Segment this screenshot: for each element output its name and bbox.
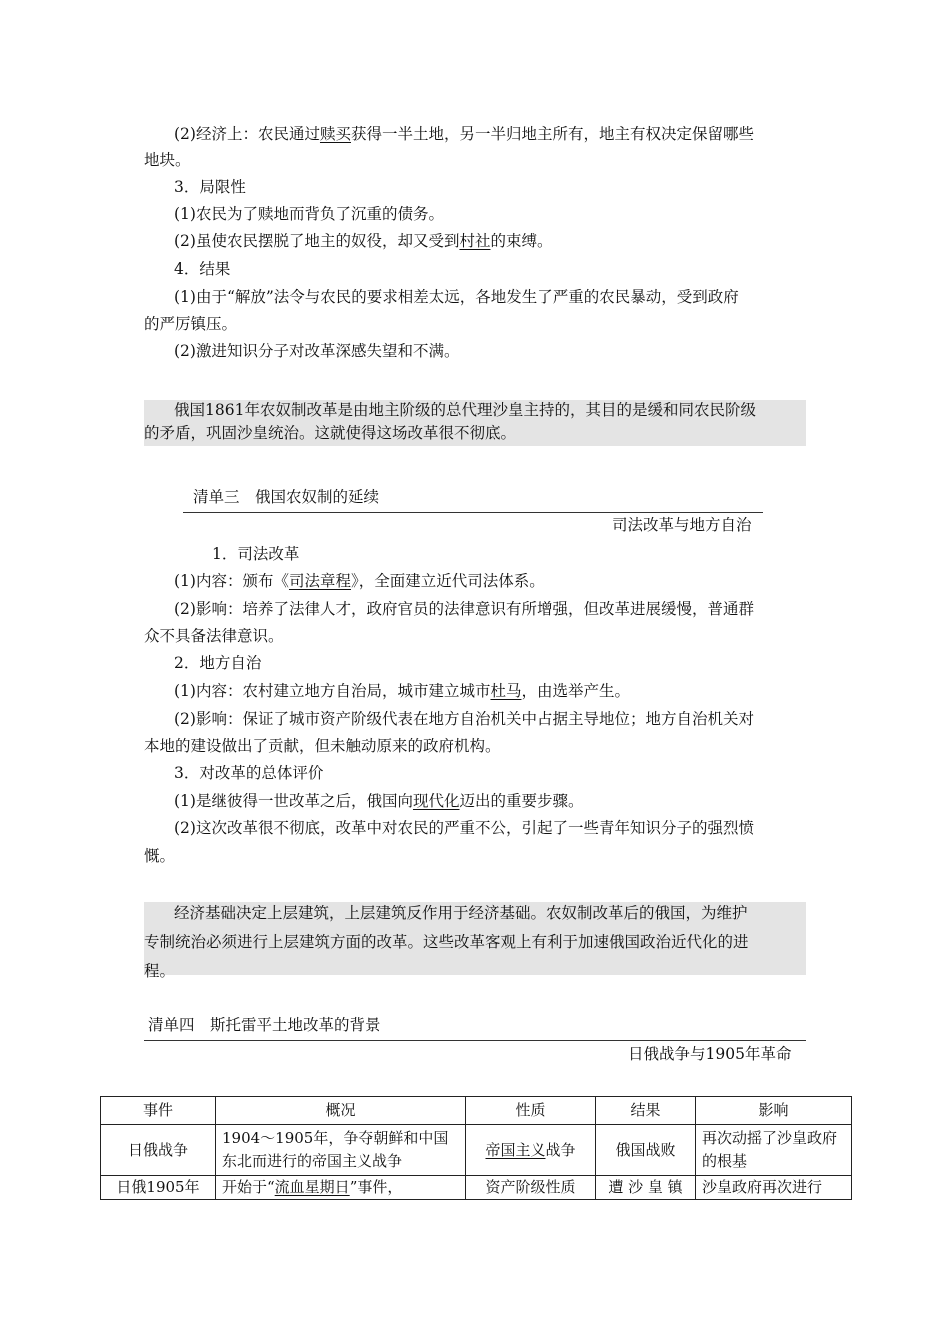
limitation-2: (2)虽使农民摆脱了地主的奴役，却又受到村社的束缚。 — [174, 232, 553, 250]
result-1-cont: 的严厉镇压。 — [144, 315, 238, 333]
judicial-1: (1)内容：颁布《司法章程》，全面建立近代司法体系。 — [174, 572, 545, 590]
result-2: (2)激进知识分子对改革深感失望和不满。 — [174, 342, 460, 360]
header-event: 事件 — [101, 1097, 216, 1125]
note-2-line-2: 专制统治必须进行上层建筑方面的改革。这些改革客观上有利于加速俄国政治近代化的进 — [144, 933, 749, 951]
note-box-1 — [144, 400, 806, 446]
cell-nature: 帝国主义战争 — [466, 1125, 596, 1176]
cell-event: 日俄1905年 — [101, 1176, 216, 1200]
judicial-2: (2)影响：培养了法律人才，政府官员的法律意识有所增强，但改革进展缓慢，普通群 — [174, 600, 754, 618]
section4-subheading: 日俄战争与1905年革命 — [628, 1045, 792, 1063]
local-1: (1)内容：农村建立地方自治局，城市建立城市杜马，由选举产生。 — [174, 682, 630, 700]
eval-2-cont: 慨。 — [144, 847, 176, 865]
cell-result: 俄国战败 — [596, 1125, 696, 1176]
header-impact: 影响 — [696, 1097, 852, 1125]
note-2-line-3: 程。 — [144, 962, 176, 980]
eval-1: (1)是继彼得一世改革之后，俄国向现代化迈出的重要步骤。 — [174, 792, 584, 810]
note-1-line-1: 俄国1861年农奴制改革是由地主阶级的总代理沙皇主持的，其目的是缓和同农民阶级 — [174, 401, 756, 419]
cell-event: 日俄战争 — [101, 1125, 216, 1176]
cell-impact: 沙皇政府再次进行 — [696, 1176, 852, 1200]
header-nature: 性质 — [466, 1097, 596, 1125]
section3-heading: 清单三 俄国农奴制的延续 — [193, 488, 380, 506]
result-title: 4．结果 — [174, 260, 231, 278]
table-row — [101, 1176, 852, 1200]
eval-2: (2)这次改革很不彻底，改革中对农民的严重不公，引起了一些青年知识分子的强烈愤 — [174, 819, 754, 837]
term-modernization: 现代化 — [412, 792, 460, 810]
header-overview: 概况 — [216, 1097, 466, 1125]
term-judicial-statute: 司法章程 — [288, 572, 351, 590]
section3-subheading: 司法改革与地方自治 — [612, 516, 752, 534]
note-box-2 — [144, 902, 806, 980]
table-header-row — [101, 1097, 852, 1125]
limitation-1: (1)农民为了赎地而背负了沉重的债务。 — [174, 205, 444, 223]
section4-rule — [144, 1040, 806, 1041]
local-2-cont: 本地的建设做出了贡献，但未触动原来的政府机构。 — [144, 737, 501, 755]
cell-impact: 再次动摇了沙皇政府的根基 — [696, 1125, 852, 1176]
table-row — [101, 1125, 852, 1176]
eval-title: 3．对改革的总体评价 — [174, 764, 324, 782]
events-table — [100, 1096, 852, 1200]
economic-paragraph-cont: 地块。 — [144, 151, 191, 169]
cell-overview: 1904～1905年，争夺朝鲜和中国东北而进行的帝国主义战争 — [216, 1125, 466, 1176]
economic-paragraph: (2)经济上：农民通过赎买获得一半土地，另一半归地主所有，地主有权决定保留哪些 — [174, 125, 754, 143]
cell-result: 遭 沙 皇 镇 — [596, 1176, 696, 1200]
term-redemption: 赎买 — [319, 125, 351, 143]
header-result: 结果 — [596, 1097, 696, 1125]
term-village-commune: 村社 — [459, 232, 491, 250]
note-2-line-1: 经济基础决定上层建筑，上层建筑反作用于经济基础。农奴制改革后的俄国，为维护 — [174, 904, 748, 922]
note-1-line-2: 的矛盾，巩固沙皇统治。这就使得这场改革很不彻底。 — [144, 424, 517, 442]
local-2: (2)影响：保证了城市资产阶级代表在地方自治机关中占据主导地位；地方自治机关对 — [174, 710, 754, 728]
judicial-title: 1．司法改革 — [212, 545, 300, 563]
local-title: 2．地方自治 — [174, 654, 262, 672]
judicial-2-cont: 众不具备法律意识。 — [144, 627, 284, 645]
result-1: (1)由于“解放”法令与农民的要求相差太远，各地发生了严重的农民暴动，受到政府 — [174, 288, 739, 306]
cell-overview: 开始于“流血星期日”事件， — [216, 1176, 466, 1200]
term-duma: 杜马 — [490, 682, 522, 700]
cell-nature: 资产阶级性质 — [466, 1176, 596, 1200]
limitations-title: 3．局限性 — [174, 178, 246, 196]
section4-heading: 清单四 斯托雷平土地改革的背景 — [148, 1016, 381, 1034]
